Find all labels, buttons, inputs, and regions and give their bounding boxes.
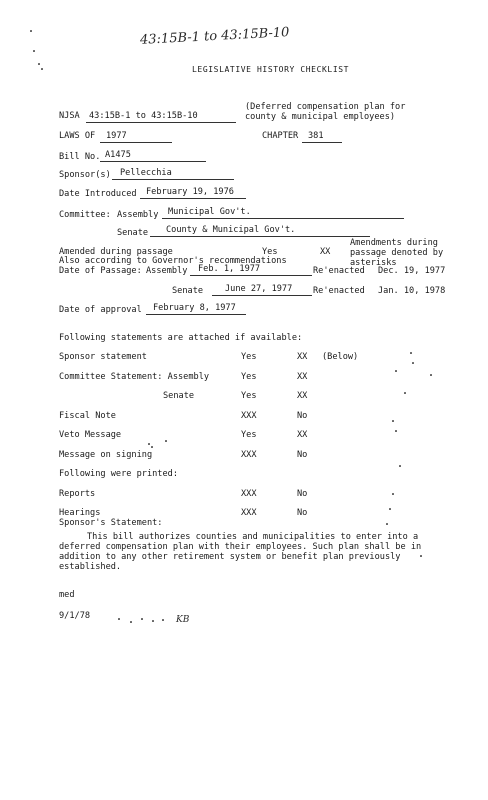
introduced-rule bbox=[140, 198, 246, 199]
sponsor-rule bbox=[112, 179, 234, 180]
passage-senate-label: Senate bbox=[172, 286, 204, 296]
printed-row-yes: XXX bbox=[241, 489, 257, 499]
approval-value: February 8, 1977 bbox=[153, 303, 236, 313]
printed-row-yes: XXX bbox=[241, 508, 257, 518]
committee-label: Committee: bbox=[59, 210, 111, 220]
statement-row-no: No bbox=[297, 411, 308, 421]
chapter-rule bbox=[302, 142, 342, 143]
printed-row-label: Hearings bbox=[59, 508, 101, 518]
statement-row-no: XX bbox=[297, 352, 308, 362]
passage-assembly-value: Feb. 1, 1977 bbox=[198, 264, 261, 274]
statement-row-extra: (Below) bbox=[322, 352, 359, 362]
passage-assembly-label: Assembly bbox=[146, 266, 188, 276]
committee-senate-value: County & Municipal Gov't. bbox=[166, 225, 296, 235]
statement-row-no: XX bbox=[297, 391, 308, 401]
passage-senate-value: June 27, 1977 bbox=[225, 284, 293, 294]
chapter-value: 381 bbox=[308, 131, 324, 141]
laws-rule bbox=[100, 142, 172, 143]
committee-senate-rule bbox=[150, 236, 370, 237]
passage-assembly-reenacted-label: Re'enacted bbox=[313, 266, 365, 276]
statement-row-no: No bbox=[297, 450, 308, 460]
statement-row-label: Veto Message bbox=[59, 430, 122, 440]
amended-yes: Yes bbox=[262, 247, 278, 257]
njsa-description: (Deferred compensation plan for county & municipal employees) bbox=[245, 102, 406, 122]
page-title: LEGISLATIVE HISTORY CHECKLIST bbox=[192, 65, 350, 74]
sponsor-label: Sponsor(s) bbox=[59, 170, 111, 180]
statement-row-yes: Yes bbox=[241, 430, 257, 440]
introduced-value: February 19, 1976 bbox=[146, 187, 234, 197]
njsa-rule bbox=[86, 122, 236, 123]
committee-assembly-label: Assembly bbox=[117, 210, 159, 220]
statements-intro: Following statements are attached if available: bbox=[59, 333, 303, 343]
statement-row-yes: XXX bbox=[241, 450, 257, 460]
passage-label: Date of Passage: bbox=[59, 266, 142, 276]
passage-senate-reenacted: Jan. 10, 1978 bbox=[378, 286, 446, 296]
statement-row-yes: Yes bbox=[241, 352, 257, 362]
laws-value: 1977 bbox=[106, 131, 127, 141]
statement-row-yes: Yes bbox=[241, 391, 257, 401]
footer-signature: KB bbox=[176, 615, 190, 625]
approval-label: Date of approval bbox=[59, 305, 142, 315]
approval-rule bbox=[146, 314, 246, 315]
handwritten-title: 43:15B-1 to 43:15B-10 bbox=[139, 25, 290, 48]
printed-row-label: Reports bbox=[59, 489, 96, 499]
printed-row-no: No bbox=[297, 489, 308, 499]
njsa-label: NJSA bbox=[59, 111, 80, 121]
committee-senate-label: Senate bbox=[117, 228, 149, 238]
laws-label: LAWS OF bbox=[59, 131, 96, 141]
committee-assembly-value: Municipal Gov't. bbox=[168, 207, 251, 217]
printed-row-no: No bbox=[297, 508, 308, 518]
bill-rule bbox=[100, 161, 206, 162]
statement-row-label: Message on signing bbox=[59, 450, 153, 460]
statement-row-label: Senate bbox=[163, 391, 195, 401]
bill-label: Bill No. bbox=[59, 152, 101, 162]
statement-row-label: Committee Statement: Assembly bbox=[59, 372, 210, 382]
statement-row-label: Fiscal Note bbox=[59, 411, 116, 421]
sponsor-value: Pellecchia bbox=[120, 168, 172, 178]
amended-note: Amendments during passage denoted by asterisks bbox=[350, 238, 444, 268]
committee-assembly-rule bbox=[162, 218, 404, 219]
governor-recommendations: Also according to Governor's recommendations bbox=[59, 256, 287, 266]
sponsor-statement-heading: Sponsor's Statement: bbox=[59, 518, 163, 528]
passage-senate-rule bbox=[212, 295, 312, 296]
statement-row-no: XX bbox=[297, 372, 308, 382]
printed-intro: Following were printed: bbox=[59, 469, 178, 479]
statement-row-yes: XXX bbox=[241, 411, 257, 421]
amended-no: XX bbox=[320, 247, 331, 257]
statement-row-label: Sponsor statement bbox=[59, 352, 147, 362]
passage-assembly-rule bbox=[190, 275, 312, 276]
chapter-label: CHAPTER bbox=[262, 131, 299, 141]
passage-assembly-reenacted: Dec. 19, 1977 bbox=[378, 266, 446, 276]
amended-label: Amended during passage bbox=[59, 247, 173, 257]
footer-initials: med bbox=[59, 590, 75, 600]
bill-value: A1475 bbox=[105, 150, 131, 160]
njsa-value: 43:15B-1 to 43:15B-10 bbox=[89, 111, 198, 121]
statement-row-yes: Yes bbox=[241, 372, 257, 382]
introduced-label: Date Introduced bbox=[59, 189, 137, 199]
passage-senate-reenacted-label: Re'enacted bbox=[313, 286, 365, 296]
sponsor-statement-body: This bill authorizes counties and municipalities to enter into a deferred compensation plan with their employees. Such plan shall be in addition to any other retirement system or benefit plan previously established. bbox=[59, 532, 422, 572]
footer-date: 9/1/78 bbox=[59, 611, 91, 621]
statement-row-no: XX bbox=[297, 430, 308, 440]
